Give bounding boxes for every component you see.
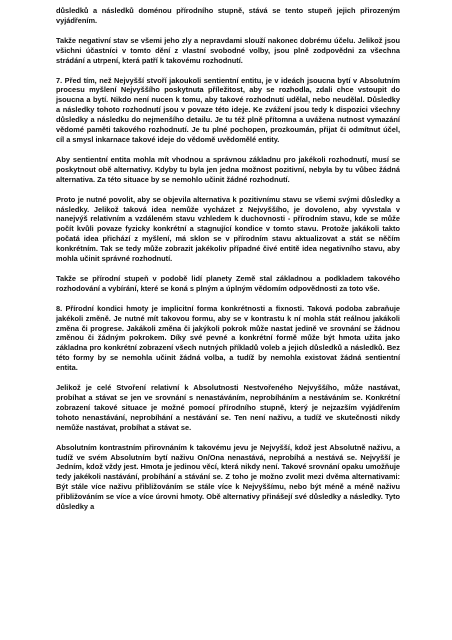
paragraph-point-8: 8. Přírodní kondici hmoty je implicitní forma konkrétnosti a fixnosti. Taková podoba zabraňuje jakékoli změně. Je nutné mít takovou formu, aby se v kontrastu k ní mohla stát reálnou jakákoli změna či progrese. Jakákoli změna či jakýkoli pokrok může nastat jedině ve srovnání se žádnou změnou či žádným pokrokem. Díky své pevné a konkrétní formě může být hmota užita jako základna pro konkrétní zobrazení všech nutných příkladů voleb a jejich důsledků a následků. Bez této formy by se nemohla učinit žádná volba, a tudíž by nemohla existovat žádná sentientní entita. (56, 303, 400, 373)
paragraph-negative-state: Takže negativní stav se všemi jeho zly a nepravdami slouží nakonec dobrému účelu. Jelikož jsou všichni účastníci v tomto dění z vlastní svobodné volby, jsou plně zodpovědni za všechna strádání a utrpení, která patří k takovému rozhodnutí. (56, 35, 400, 65)
paragraph-absolute-contrast: Absolutním kontrastním přirovnáním k takovému jevu je Nejvyšší, kdož jest Absolutně naživu, a tudíž ve svém Absolutním bytí naživu On/Ona nenastává, neprobíhá a nestává se. Nejvyšší je Jedním, kdož vždy jest. Hmota je jedinou věcí, která nikdy není. Takové srovnání opaku umožňuje tedy jakékoli nastávání, probíhání a stávání se. Z toho je možno zvolit mezi dvěma alternativami: Být stále více naživu přibližováním se stále více k Nejvyššímu, nebo být méně a méně naživu přibližováním se více a více úrovni hmoty. Obě alternativy přinášejí své důsledky a následky. Tyto důsledky a (56, 442, 400, 512)
paragraph-creation-relative: Jelikož je celé Stvoření relativní k Absolutnosti Nestvořeného Nejvyššího, může nastávat, probíhat a stávat se jen ve srovnání s nenastáváním, neprobíháním a nestáváním se. Konkrétní zobrazení takové situace je možné pomocí přírodního stupně, který je nejzazším vyjádřením tohoto nenastávání, neprobíhání a nestávání se. Ten není naživu, a tudíž ve skutečnosti nikdy nemůže nastávat, probíhat a stávat se. (56, 383, 400, 432)
paragraph-alternatives: Aby sentientní entita mohla mít vhodnou a správnou základnu pro jakékoli rozhodnutí, musí se poskytnout obě alternativy. Kdyby tu byla jen jedna možnost pozitivní, nebyla by tu vůbec žádná alternativa. Za této situace by se nemohlo učinit žádné rozhodnutí. (56, 154, 400, 184)
paragraph-point-7: 7. Před tím, než Nejvyšší stvoří jakoukoli sentientní entitu, je v ideách jsoucna bytí v Absolutním procesu myšlení Nejvyššího poskytnuta příležitost, aby se rozhodla, zdali chce vstoupit do jsoucna a bytí. Nikdo není nucen k tomu, aby takové rozhodnutí udělal, nebo neudělal. Důsledky a následky tohoto rozhodnutí jsou v povaze této ideje. Ke zvážení jsou tedy k dispozici všechny důsledky a následku do nejmenšího detailu. Je tu též plně přítomna a uvážena nutnost vymazání vědomé paměti takového rozhodnutí. Je tu plné pochopen, prozkoumán, přijat či odmítnut účel, cíl a smysl inkarnace takové ideje do vědomě uvědomělé entity. (56, 75, 400, 144)
paragraph-natural-degree: Takže se přírodní stupeň v podobě lidí planety Země stal základnou a podkladem takového rozhodování a vybírání, které se koná s plným a úplným vědomím odpovědnosti za toto vše. (56, 273, 400, 293)
paragraph-continuation: důsledků a následků doménou přírodního stupně, stává se tento stupeň jejich přirozeným vyjádřením. (56, 6, 400, 25)
paragraph-allow-alternative: Proto je nutné povolit, aby se objevila alternativa k pozitivnímu stavu se všemi svými důsledky a následky. Jelikož taková idea nemůže vycházet z Nejvyššího, je dovoleno, aby vyvstala v nanejvýš relativním a vzdáleném stavu vzhledem k duchovnosti - přírodním stavu, kde se může počít kvůli povaze fyzicky konkrétní a stagnující kondice v tomto stavu. Protože jakákoli takto počatá idea přichází z myšlení, má sklon se v přírodním stavu aktualizovat a stát se něčím konkrétním. Tak se tedy může zobrazit jakékoliv případné čivé entitě idea negativního stavu, aby mohla učinit správné rozhodnutí. (56, 194, 400, 264)
